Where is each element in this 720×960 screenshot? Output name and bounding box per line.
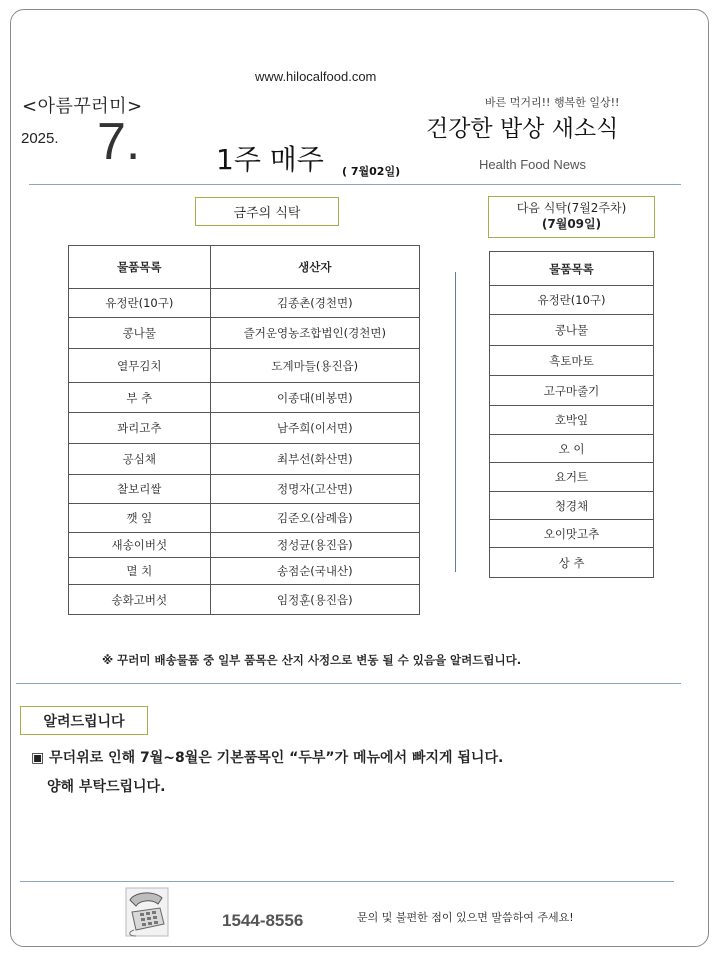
item-cell: 유정란(10구) (490, 286, 654, 315)
table-row (69, 533, 420, 558)
item-cell: 열무김치 (69, 349, 211, 383)
telephone-icon (124, 886, 170, 938)
phone-number[interactable]: 1544-8556 (222, 911, 304, 930)
list-item (490, 376, 654, 406)
item-cell: 흑토마토 (490, 346, 654, 376)
producer-cell: 정성균(용진읍) (210, 533, 419, 558)
list-item (490, 346, 654, 376)
producer-cell: 이종대(비봉면) (210, 383, 419, 413)
item-cell: 청경채 (490, 492, 654, 520)
item-cell: 부 추 (69, 383, 211, 413)
item-cell: 찰보리쌀 (69, 475, 211, 504)
brand-name: <아름꾸러미> (22, 96, 143, 117)
column-header-items: 물품목록 (69, 246, 211, 289)
issue-month: 7. (97, 113, 141, 171)
table-header-row (69, 246, 420, 289)
contact-message: 문의 및 불편한 점이 있으면 말씀하여 주세요! (357, 911, 574, 924)
table-row (69, 413, 420, 444)
producer-cell: 도계마들(용진읍) (210, 349, 419, 383)
list-item (490, 406, 654, 435)
announcement-text-continued: 양해 부탁드립니다. (47, 779, 166, 795)
table-row (69, 585, 420, 615)
this-week-table (68, 245, 420, 615)
item-cell: 멸 치 (69, 558, 211, 585)
list-item (490, 520, 654, 548)
this-week-label: 금주의 식탁 (195, 197, 339, 226)
item-cell: 오이맛고추 (490, 520, 654, 548)
table-row (69, 318, 420, 349)
producer-cell: 임정훈(용진읍) (210, 585, 419, 615)
next-week-table (489, 251, 654, 578)
section-divider (16, 683, 681, 684)
slogan: 바른 먹거리!! 행복한 일상!! (485, 96, 620, 109)
list-item (490, 463, 654, 492)
next-week-label-title: 다음 식탁(7월2주차) (516, 201, 627, 216)
column-divider (455, 272, 456, 572)
newsletter-title: 건강한 밥상 새소식 (426, 116, 619, 142)
item-cell: 콩나물 (490, 315, 654, 346)
table-row (69, 475, 420, 504)
producer-cell: 정명자(고산면) (210, 475, 419, 504)
item-cell: 오 이 (490, 435, 654, 463)
announcement-label: 알려드립니다 (20, 706, 148, 735)
list-item (490, 315, 654, 346)
column-header-items: 물품목록 (490, 252, 654, 286)
issue-week-date: ( 7월02일) (342, 165, 401, 178)
producer-cell: 즐거운영농조합법인(경천면) (210, 318, 419, 349)
item-cell: 새송이버섯 (69, 533, 211, 558)
list-item (490, 286, 654, 315)
table-row (69, 504, 420, 533)
table-row (69, 558, 420, 585)
producer-cell: 최부선(화산면) (210, 444, 419, 475)
column-header-producer: 생산자 (210, 246, 419, 289)
item-cell: 깻 잎 (69, 504, 211, 533)
item-cell: 콩나물 (69, 318, 211, 349)
issue-year: 2025. (21, 130, 59, 147)
item-cell: 호박잎 (490, 406, 654, 435)
item-cell: 송화고버섯 (69, 585, 211, 615)
item-cell: 유정란(10구) (69, 289, 211, 318)
producer-cell: 김종촌(경천면) (210, 289, 419, 318)
list-item (490, 435, 654, 463)
producer-cell: 남주희(이서면) (210, 413, 419, 444)
table-row (69, 444, 420, 475)
announcement-text: ▣ 무더위로 인해 7월~8월은 기본품목인 “두부”가 메뉴에서 빠지게 됩니다. (31, 750, 504, 766)
item-cell: 요거트 (490, 463, 654, 492)
list-item (490, 548, 654, 578)
table-row (69, 289, 420, 318)
next-week-label-date: (7월09일) (541, 217, 602, 231)
next-week-label (488, 196, 655, 238)
item-cell: 공심채 (69, 444, 211, 475)
producer-cell: 송점순(국내산) (210, 558, 419, 585)
item-cell: 상 추 (490, 548, 654, 578)
item-cell: 꽈리고추 (69, 413, 211, 444)
header-divider (29, 184, 681, 185)
website-url[interactable]: www.hilocalfood.com (255, 69, 377, 84)
table-row (69, 383, 420, 413)
table-header-row (490, 252, 654, 286)
list-item (490, 492, 654, 520)
footer-divider (20, 881, 674, 882)
table-row (69, 349, 420, 383)
substitution-notice: ※ 꾸러미 배송물품 중 일부 품목은 산지 사정으로 변동 될 수 있음을 알려드립니다. (102, 653, 522, 667)
item-cell: 고구마줄기 (490, 376, 654, 406)
producer-cell: 김준오(삼례읍) (210, 504, 419, 533)
issue-week: 1주 매주 (216, 143, 324, 176)
newsletter-subtitle: Health Food News (479, 157, 586, 172)
